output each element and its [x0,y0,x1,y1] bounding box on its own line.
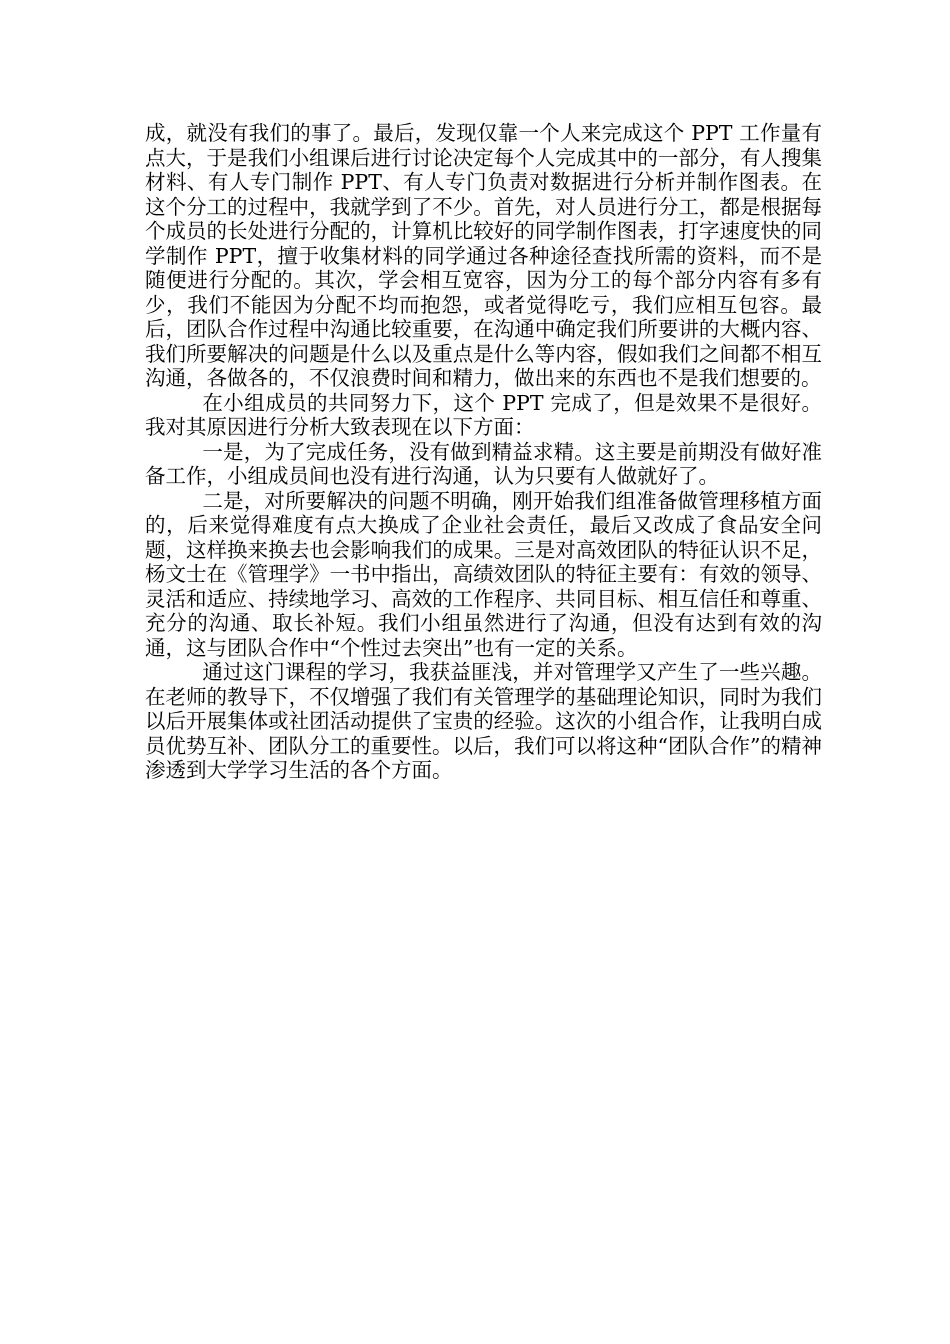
paragraph-reason-two: 二是，对所要解决的问题不明确，刚开始我们组准备做管理移植方面的，后来觉得难度有点大换成了企业社会责任，最后又改成了食品安全问题，这样换来换去也会影响我们的成果。三是对高效团队的特征认识不足，杨文士在《管理学》一书中指出，高绩效团队的特征主要有：有效的领导、灵活和适应、持续地学习、高效的工作程序、共同目标、相互信任和尊重、充分的沟通、取长补短。我们小组虽然进行了沟通，但没有达到有效的沟通，这与团队合作中“个性过去突出”也有一定的关系。 [145,488,822,660]
document-body [145,121,822,783]
paragraph-conclusion: 通过这门课程的学习，我获益匪浅，并对管理学又产生了一些兴趣。在老师的教导下，不仅增强了我们有关管理学的基础理论知识，同时为我们以后开展集体或社团活动提供了宝贵的经验。这次的小组合作，让我明白成员优势互补、团队分工的重要性。以后，我们可以将这种“团队合作”的精神渗透到大学学习生活的各个方面。 [145,660,822,782]
paragraph-result: 在小组成员的共同努力下，这个 PPT 完成了，但是效果不是很好。我对其原因进行分析大致表现在以下方面： [145,390,822,439]
paragraph-continuation: 成，就没有我们的事了。最后，发现仅靠一个人来完成这个 PPT 工作量有点大，于是我们小组课后进行讨论决定每个人完成其中的一部分，有人搜集材料、有人专门制作 PPT、有人专门负责对数据进行分析并制作图表。在这个分工的过程中，我就学到了不少。首先，对人员进行分工，都是根据每个成员的长处进行分配的，计算机比较好的同学制作图表，打字速度快的同学制作 PPT，擅于收集材料的同学通过各种途径查找所需的资料，而不是随便进行分配的。其次，学会相互宽容，因为分工的每个部分内容有多有少，我们不能因为分配不均而抱怨，或者觉得吃亏，我们应相互包容。最后，团队合作过程中沟通比较重要，在沟通中确定我们所要讲的大概内容、我们所要解决的问题是什么以及重点是什么等内容，假如我们之间都不相互沟通，各做各的，不仅浪费时间和精力，做出来的东西也不是我们想要的。 [145,121,822,390]
paragraph-reason-one: 一是，为了完成任务，没有做到精益求精。这主要是前期没有做好准备工作，小组成员间也没有进行沟通，认为只要有人做就好了。 [145,439,822,488]
